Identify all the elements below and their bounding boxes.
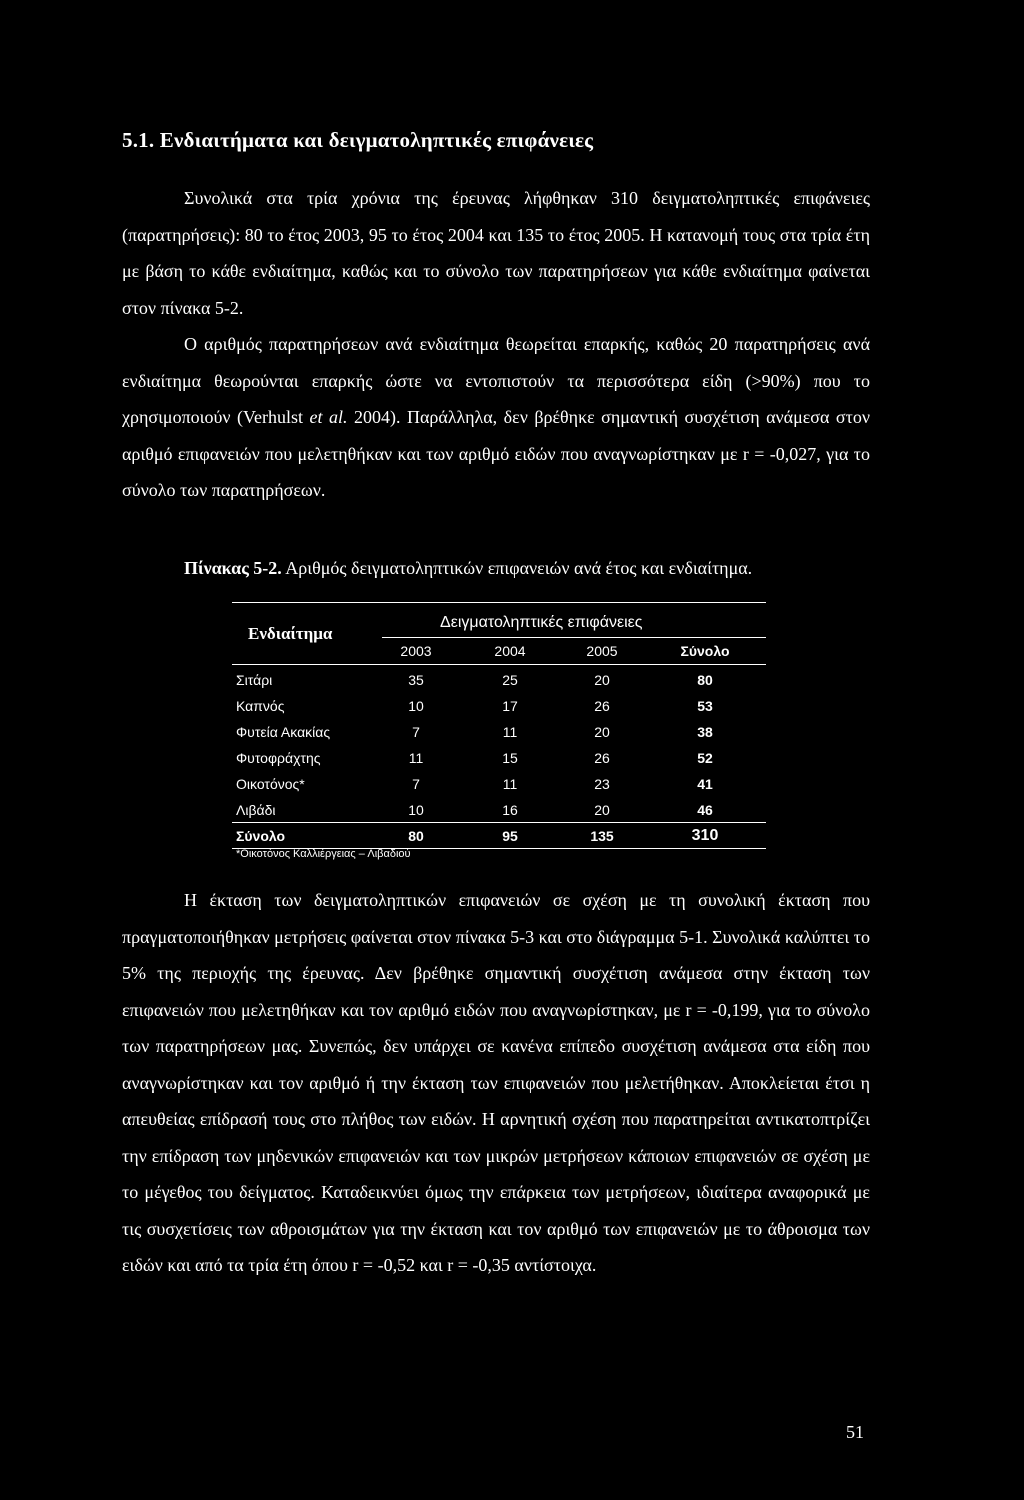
cell-2005: 26	[594, 750, 610, 766]
cell-2003: 11	[408, 750, 424, 766]
paragraph-3: Η έκταση των δειγματοληπτικών επιφανειών σε σχέση με τη συνολική έκταση που πραγματοποιήθηκαν μετρήσεις φαίνεται στον πίνακα 5-3 και στο διάγραμμα 5-1. Συνολικά καλύπτει το 5% της περιοχής της έρευνας. Δεν βρέθηκε σημαντική συσχέτιση ανάμεσα στην έκταση των επιφανειών που μελετηθήκαν και τον αριθμό ειδών που αναγνωρίστηκαν, με r = -0,199, για το σύνολο των παρατηρήσεων μας. Συνεπώς, δεν υπάρχει σε κανένα επίπεδο συσχέτιση ανάμεσα στα είδη που αναγνωρίστηκαν και τον αριθμό ή την έκταση των επιφανειών που μελετήθηκαν. Αποκλείεται έτσι η απευθείας επίδρασή τους στο πλήθος των ειδών. Η αρνητική σχέση που παρατηρείται αντικατοπτρίζει την επίδραση των μηδενικών επιφανειών και των μικρών μετρήσεων κάποιων επιφανειών σε σχέση με το μέγεθος του δείγματος. Καταδεικνύει όμως την επάρκεια των μετρήσεων, ιδιαίτερα αναφορικά με τις συσχετίσεις των αθροισμάτων για την έκταση και τον αριθμό των επιφανειών με το άθροισμα των ειδών και από τα τρία έτη όπου r = -0,52 και r = -0,35 αντίστοιχα.	[122, 890, 870, 1275]
habitat-name: Σιτάρι	[236, 672, 273, 688]
cell-2004: 11	[502, 724, 518, 740]
year-header-row	[232, 639, 766, 663]
sum-2004: 95	[502, 828, 518, 844]
cell-2004: 11	[502, 776, 518, 792]
cell-total: 46	[697, 802, 713, 818]
cell-2004: 25	[502, 672, 518, 688]
habitat-name: Λιβάδι	[236, 802, 276, 818]
habitat-name: Οικοτόνος*	[236, 776, 305, 792]
cell-total: 41	[697, 776, 713, 792]
table-row	[232, 798, 766, 822]
table-row	[232, 746, 766, 770]
header-2005: 2005	[586, 643, 618, 659]
cell-total: 80	[697, 672, 713, 688]
table-footnote: *Οικοτόνος Καλλιέργειας – Λιβαδιού	[236, 848, 411, 860]
cell-2003: 10	[408, 698, 424, 714]
sum-2005: 135	[590, 828, 614, 844]
cell-2005: 23	[594, 776, 610, 792]
cell-2004: 15	[502, 750, 518, 766]
paragraph-2-italic: et al.	[309, 407, 348, 427]
page-number: 51	[846, 1422, 864, 1442]
header-2003: 2003	[400, 643, 432, 659]
cell-2004: 16	[502, 802, 518, 818]
cell-2005: 20	[594, 672, 610, 688]
paragraph-2	[122, 326, 870, 509]
habitat-name: Φυτοφράχτης	[236, 750, 321, 766]
cell-2003: 7	[412, 724, 420, 740]
sum-label: Σύνολο	[236, 828, 286, 844]
group-header-rule	[382, 637, 766, 638]
table-caption-text: Αριθμός δειγματοληπτικών επιφανειών ανά έτος και ενδιαίτημα.	[281, 558, 753, 578]
cell-total: 52	[697, 750, 713, 766]
cell-total: 53	[697, 698, 713, 714]
table-row	[232, 694, 766, 718]
habitat-name: Καπνός	[236, 698, 285, 714]
cell-2005: 20	[594, 724, 610, 740]
table-row	[232, 668, 766, 692]
sum-2003: 80	[408, 828, 424, 844]
section-heading: 5.1. Ενδιαιτήματα και δειγματοληπτικές επιφάνειες	[122, 128, 594, 152]
cell-2003: 10	[408, 802, 424, 818]
cell-2003: 7	[412, 776, 420, 792]
sum-top-rule	[232, 822, 766, 823]
header-total: Σύνολο	[680, 643, 730, 659]
sum-total: 310	[691, 827, 719, 844]
cell-2003: 35	[408, 672, 424, 688]
header-bottom-rule	[232, 664, 766, 665]
cell-2005: 20	[594, 802, 610, 818]
habitat-column-header: Ενδιαίτημα	[248, 624, 333, 643]
header-2004: 2004	[494, 643, 526, 659]
habitat-name: Φυτεία Ακακίας	[236, 724, 331, 740]
table-caption	[184, 556, 752, 580]
cell-total: 38	[697, 724, 713, 740]
cell-2005: 26	[594, 698, 610, 714]
surfaces-group-header: Δειγματοληπτικές επιφάνειες	[440, 614, 643, 631]
paragraph-2-text-a: Ο αριθμός παρατηρήσεων ανά ενδιαίτημα θεωρείται επαρκής, καθώς 20 παρατηρήσεις ανά ενδιαίτημα θεωρούνται επαρκής ώστε να εντοπιστούν τα περισσότερα είδη (>90%) που το χρησιμοποιούν (Verhulst	[122, 334, 870, 427]
paragraph-2-text-b: 2004). Παράλληλα, δεν βρέθηκε σημαντική συσχέτιση ανάμεσα στον αριθμό επιφανειών που μελετηθήκαν και των αριθμό ειδών που αναγνωρίστηκαν με r = -0,027, για το σύνολο των παρατηρήσεων.	[122, 407, 870, 500]
table-top-rule	[232, 602, 766, 603]
paragraph-1: Συνολικά στα τρία χρόνια της έρευνας λήφθηκαν 310 δειγματοληπτικές επιφάνειες (παρατηρήσεις): 80 το έτος 2003, 95 το έτος 2004 και 135 το έτος 2005. Η κατανομή τους στα τρία έτη με βάση το κάθε ενδιαίτημα, καθώς και το σύνολο των παρατηρήσεων για κάθε ενδιαίτημα φαίνεται στον πίνακα 5-2.	[122, 188, 870, 318]
cell-2004: 17	[502, 698, 518, 714]
table-row	[232, 772, 766, 796]
table-row	[232, 720, 766, 744]
table-caption-label: Πίνακας 5-2.	[184, 558, 282, 578]
table-sum-row	[232, 824, 766, 848]
